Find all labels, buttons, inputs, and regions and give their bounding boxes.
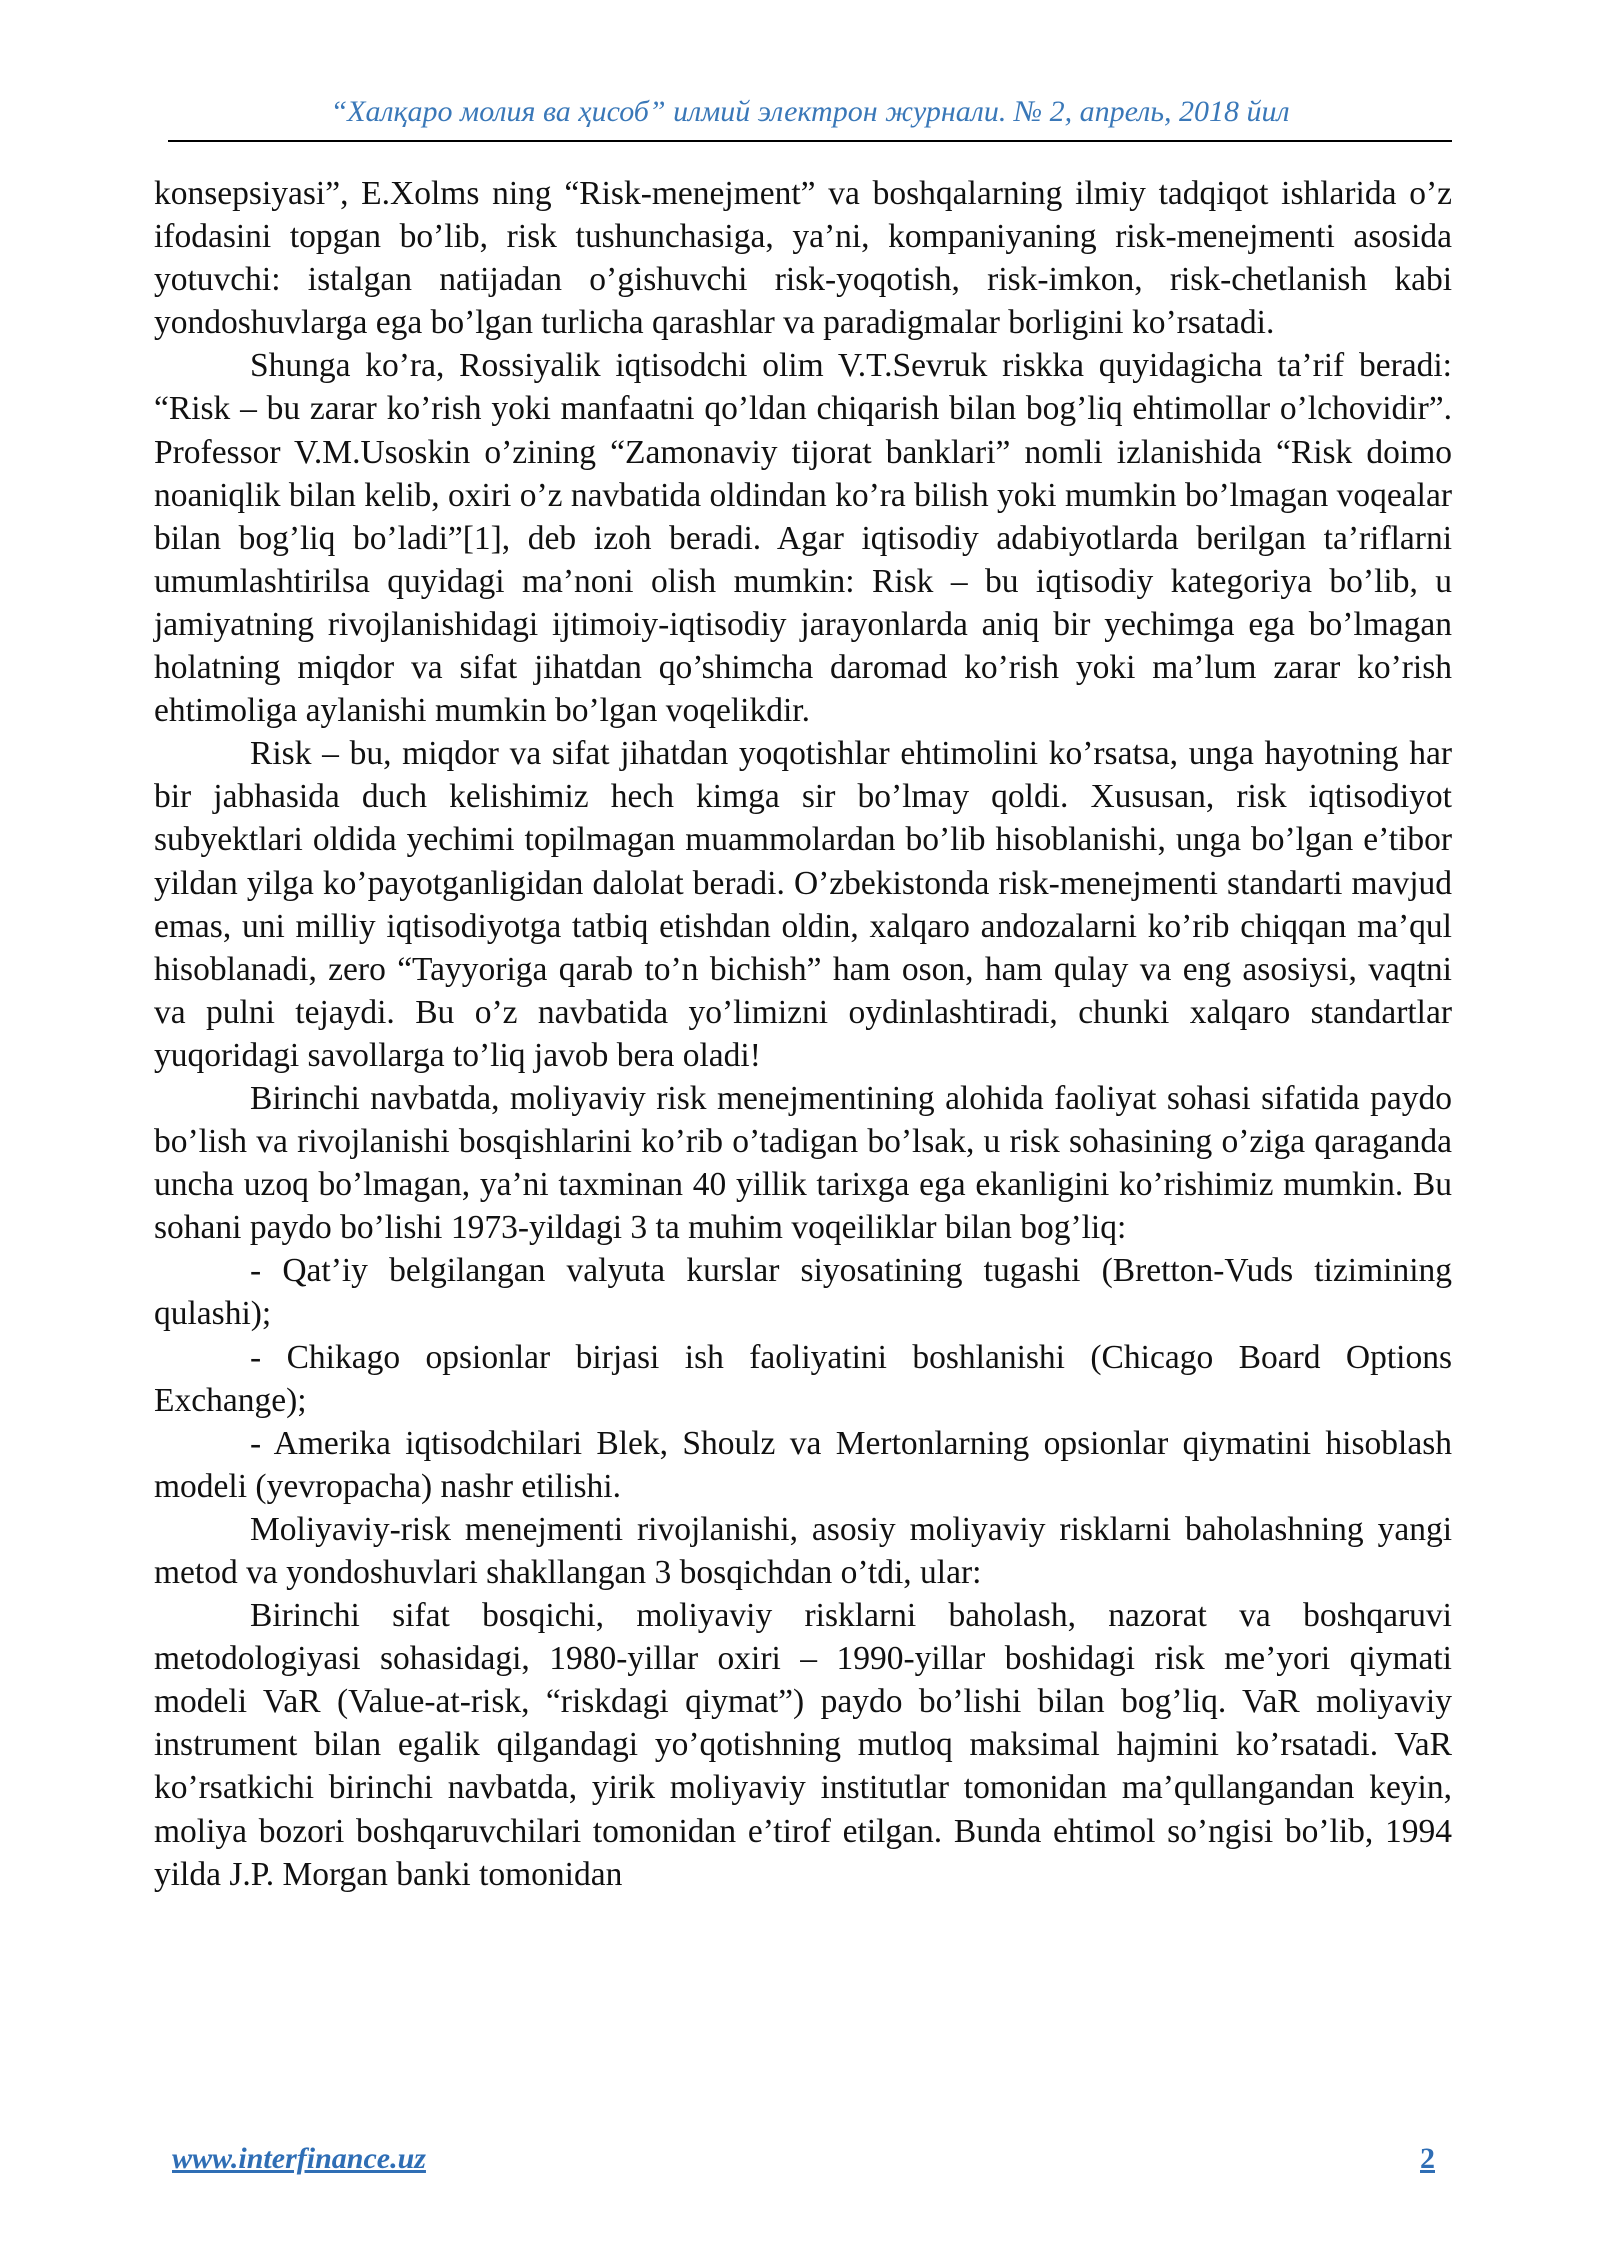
paragraph-risk-definitions: Shunga ko’ra, Rossiyalik iqtisodchi olim V.T.Sevruk riskka quyidagicha ta’rif beradi: “Risk – bu zarar ko’rish yoki manfaatni qo’ldan chiqarish bilan bog’liq ehtimollar o’lchovidir”. Professor V.M.Usoskin o’zining “Zamonaviy tijorat banklari” nomli izlanishida “Risk doimo noaniqlik bilan kelib, oxiri o’z navbatida oldindan ko’ra bilish yoki mumkin bo’lmagan voqealar bilan bog’liq bo’ladi”[1], deb izoh beradi. Agar iqtisodiy adabiyotlarda berilgan ta’riflarni umumlashtirilsa quyidagi ma’noni olish mumkin: Risk – bu iqtisodiy kategoriya bo’lib, u jamiyatning rivojlanishidagi ijtimoiy-iqtisodiy jarayonlarda aniq bir yechimga ega bo’lmagan holatning miqdor va sifat jihatdan qo’shimcha daromad ko’rish yoki ma’lum zarar ko’rish ehtimoliga aylanishi mumkin bo’lgan voqelikdir.	[154, 347, 1452, 730]
list-item-bretton-woods: - Qat’iy belgilangan valyuta kurslar siyosatining tugashi (Bretton-Vuds tizimining qulashi);	[154, 1252, 1452, 1333]
list-item-cboe: - Chikago opsionlar birjasi ish faoliyatini boshlanishi (Chicago Board Options Exchange);	[154, 1338, 1452, 1419]
article-body	[154, 172, 1452, 1896]
header-divider	[168, 140, 1452, 142]
list-item-black-scholes: - Amerika iqtisodchilari Blek, Shoulz va Mertonlarning opsionlar qiymatini hisoblash modeli (yevropacha) nashr etilishi.	[154, 1424, 1452, 1505]
journal-header-title: “Халқаро молия ва ҳисоб” илмий электрон журнали. № 2, апрель, 2018 йил	[330, 95, 1290, 128]
page-number: 2	[1420, 2142, 1435, 2175]
paragraph-first-stage-var: Birinchi sifat bosqichi, moliyaviy risklarni baholash, nazorat va boshqaruvi metodologiyasi sohasidagi, 1980-yillar oxiri – 1990-yillar boshidagi risk me’yori qiymati modeli VaR (Value-at-risk, “riskdagi qiymat”) paydo bo’lishi bilan bog’liq. VaR moliyaviy instrument bilan egalik qilgandagi yo’qotishning mutloq maksimal hajmini ko’rsatadi. VaR ko’rsatkichi birinchi navbatda, yirik moliyaviy institutlar tomonidan ma’qullangandan keyin, moliya bozori boshqaruvchilari tomonidan e’tirof etilgan. Bunda ehtimol so’ngisi bo’lib, 1994 yilda J.P. Morgan banki tomonidan	[154, 1597, 1452, 1893]
paragraph-continuation: konsepsiyasi”, E.Xolms ning “Risk-menejment” va boshqalarning ilmiy tadqiqot ishlarida o’z ifodasini topgan bo’lib, risk tushunchasiga, ya’ni, kompaniyaning risk-menejmenti asosida yotuvchi: istalgan natijadan o’gishuvchi risk-yoqotish, risk-imkon, risk-chetlanish kabi yondoshuvlarga ega bo’lgan turlicha qarashlar va paradigmalar borligini ko’rsatadi.	[154, 175, 1452, 342]
paragraph-three-stages: Moliyaviy-risk menejmenti rivojlanishi, asosiy moliyaviy risklarni baholashning yangi metod va yondoshuvlari shakllangan 3 bosqichdan o’tdi, ular:	[154, 1510, 1452, 1591]
paragraph-risk-history: Birinchi navbatda, moliyaviy risk menejmentining alohida faoliyat sohasi sifatida paydo bo’lish va rivojlanishi bosqishlarini ko’rib o’tadigan bo’lsak, u risk sohasining o’ziga qaraganda uncha uzoq bo’lmagan, ya’ni taxminan 40 yillik tarixga ega ekanligini ko’rishimiz mumkin. Bu sohani paydo bo’lishi 1973-yildagi 3 ta muhim voqeiliklar bilan bog’liq:	[154, 1079, 1452, 1247]
website-link[interactable]: www.interfinance.uz	[172, 2142, 426, 2175]
paragraph-risk-importance: Risk – bu, miqdor va sifat jihatdan yoqotishlar ehtimolini ko’rsatsa, unga hayotning har bir jabhasida duch kelishimiz hech kimga sir bo’lmay qoldi. Xususan, risk iqtisodiyot subyektlari oldida yechimi topilmagan muammolardan bo’lib hisoblanishi, unga bo’lgan e’tibor yildan yilga ko’payotganligidan dalolat beradi. O’zbekistonda risk-menejmenti standarti mavjud emas, uni milliy iqtisodiyotga tatbiq etishdan oldin, xalqaro andozalarni ko’rib chiqqan ma’qul hisoblanadi, zero “Tayyoriga qarab to’n bichish” ham oson, ham qulay va eng asosiysi, vaqtni va pulni tejaydi. Bu o’z navbatida yo’limizni oydinlashtiradi, chunki xalqaro standartlar yuqoridagi savollarga to’liq javob bera oladi!	[154, 735, 1452, 1074]
